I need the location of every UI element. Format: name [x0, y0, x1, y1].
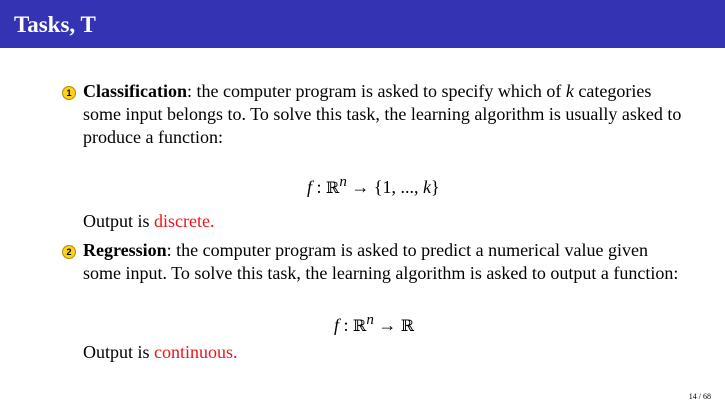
formula-arrow: →: [373, 315, 401, 335]
classification-output: [83, 210, 214, 233]
output-suffix: .: [209, 211, 215, 231]
formula-domain: ℝ: [353, 316, 367, 335]
classification-term: Classification: [83, 81, 188, 101]
classification-k: k: [565, 81, 574, 101]
formula-domain-exponent: n: [339, 174, 347, 190]
page-number: 14 / 68: [688, 392, 711, 401]
regression-output: [83, 341, 238, 364]
formula-codomain-close: }: [430, 177, 440, 197]
formula-codomain: ℝ: [400, 316, 415, 335]
formula-f: f: [334, 315, 340, 335]
output-prefix: Output is: [83, 342, 155, 362]
output-prefix: Output is: [83, 211, 155, 231]
output-discrete: discrete: [154, 211, 210, 231]
classification-description: [83, 80, 683, 149]
regression-term: Regression: [83, 240, 167, 260]
classification-text-part-2: categories some input belongs to. To solve this task, the learning algorithm is usually asked to produce a function:: [83, 81, 682, 147]
output-suffix: .: [233, 342, 238, 362]
bullet-number-1: 1: [62, 86, 76, 100]
classification-formula: [307, 171, 440, 199]
regression-formula: [334, 309, 414, 337]
slide-title: Tasks, T: [14, 12, 96, 37]
formula-colon: :: [312, 177, 327, 197]
regression-text: : the computer program is asked to predict a numerical value given some input. To solve this task, the learning algorithm is asked to output a function:: [83, 240, 679, 283]
formula-codomain-k: k: [422, 177, 431, 197]
bullet-number-2: 2: [62, 245, 76, 259]
formula-codomain-open: {1, ...,: [373, 177, 423, 197]
formula-f: f: [307, 177, 313, 197]
output-continuous: continuous: [154, 342, 234, 362]
formula-colon: :: [339, 315, 354, 335]
formula-arrow: →: [346, 177, 374, 197]
formula-domain: ℝ: [326, 178, 340, 197]
classification-text-part-1: : the computer program is asked to specify which of: [187, 81, 566, 101]
title-bar: [0, 0, 725, 48]
formula-domain-exponent: n: [366, 312, 374, 328]
regression-description: [83, 239, 683, 285]
